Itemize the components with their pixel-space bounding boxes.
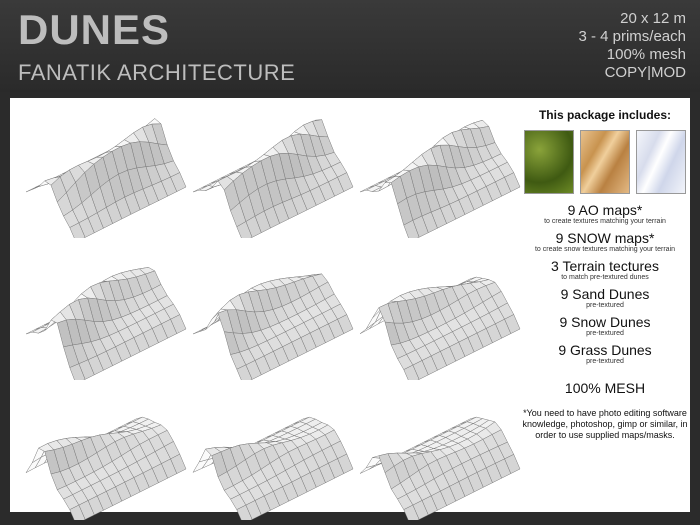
package-heading: This package includes: (538, 108, 672, 122)
item-label: 9 Snow Dunes (559, 314, 651, 330)
dune-mesh-6 (352, 250, 522, 380)
dune-mesh-4 (18, 250, 188, 380)
item-snow-maps (520, 230, 690, 254)
spec-prims: 3 - 4 prims/each (578, 28, 686, 45)
item-ao-maps (520, 202, 690, 226)
item-note: to create textures matching your terrain (544, 218, 666, 225)
dune-mesh-8 (185, 390, 355, 520)
dune-mesh-1 (18, 108, 188, 238)
item-label: 9 Grass Dunes (558, 342, 652, 358)
item-terrain-textures (520, 258, 690, 282)
item-note: pre-textured (586, 358, 624, 365)
content-panel (10, 98, 690, 512)
package-sidebar (520, 102, 690, 441)
grass-ao-thumbnail (524, 130, 574, 194)
item-label: 3 Terrain tectures (551, 258, 659, 274)
spec-mesh: 100% mesh (606, 46, 686, 63)
item-note: to match pre-textured dunes (561, 274, 649, 281)
dune-mesh-7 (18, 390, 188, 520)
item-note: pre-textured (586, 330, 624, 337)
spec-size: 20 x 12 m (620, 10, 686, 27)
item-label: 9 Sand Dunes (560, 286, 650, 302)
item-snow-dunes (520, 314, 690, 338)
item-label: 9 SNOW maps* (555, 230, 655, 246)
dune-mesh-9 (352, 390, 522, 520)
item-sand-dunes (520, 286, 690, 310)
spec-permissions: COPY|MOD (604, 64, 686, 81)
dune-mesh-2 (185, 108, 355, 238)
item-label: 9 AO maps* (567, 202, 643, 218)
footnote: *You need to have photo editing software knowledge, photoshop, gimp or similar, in order to use supplied maps/masks. (522, 408, 688, 440)
specs-block (578, 10, 686, 82)
item-grass-dunes (520, 342, 690, 366)
item-note: to create snow textures matching your terrain (534, 246, 676, 253)
item-note: pre-textured (586, 302, 624, 309)
brand-name: FANATIK ARCHITECTURE (18, 60, 296, 85)
dune-mesh-5 (185, 250, 355, 380)
texture-thumbnails (520, 130, 690, 194)
product-title: DUNES (18, 6, 171, 53)
mesh-label: 100% MESH (564, 380, 646, 396)
snow-texture-thumbnail (636, 130, 686, 194)
header-banner (0, 0, 700, 92)
sand-texture-thumbnail (580, 130, 630, 194)
dune-mesh-3 (352, 108, 522, 238)
